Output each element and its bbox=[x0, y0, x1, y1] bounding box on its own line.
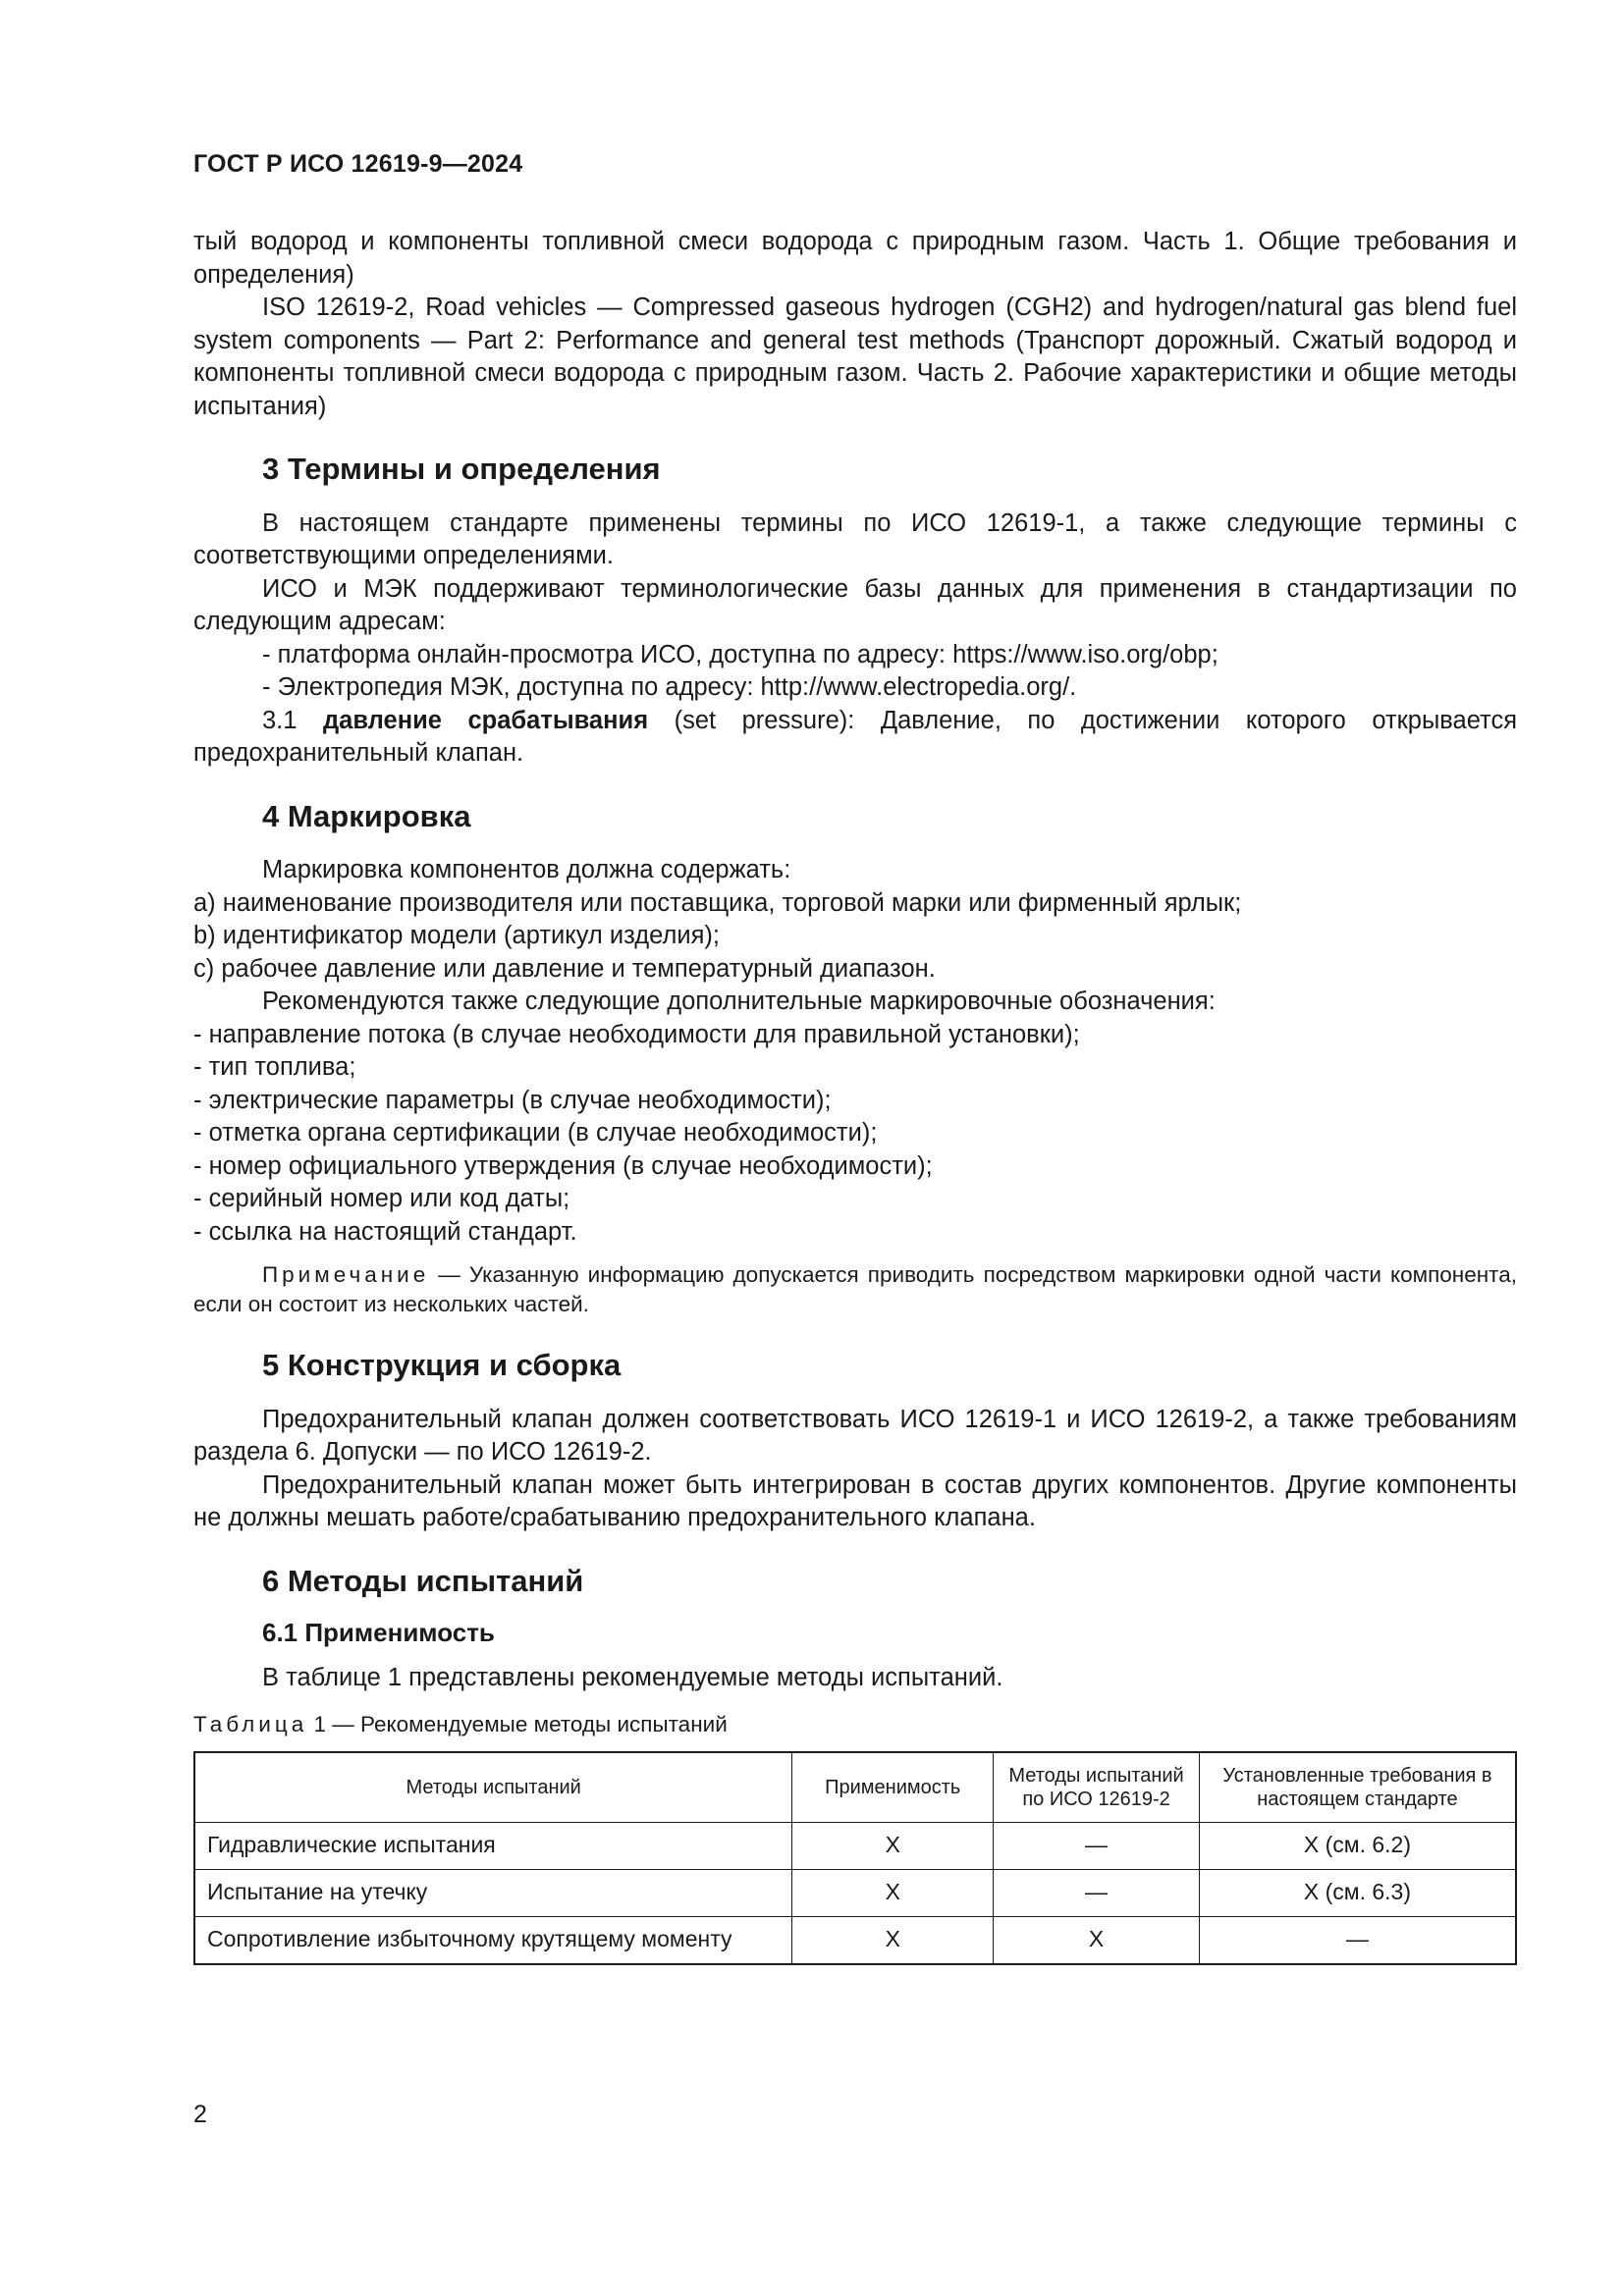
reference-iso-12619-2: ISO 12619-2, Road vehicles — Compressed gaseous hydrogen (CGH2) and hydrogen/natural gas blend fuel system components — Part 2: Performance and general test methods (Транспорт дорожный. Сжатый водород и компоненты топливной смеси водорода с природным газом. Часть 2. Рабочие характеристики и общие методы испытания) bbox=[193, 294, 1517, 420]
column-header-applicability: Применимость bbox=[792, 1752, 994, 1823]
table-cell: Испытание на утечку bbox=[194, 1869, 792, 1916]
section-4-heading: 4 Маркировка bbox=[262, 798, 471, 833]
table-cell: X (см. 6.3) bbox=[1199, 1869, 1516, 1916]
term-definition-text: (set pressure): Давление, по достижении которого открывается предохранительный клапан. bbox=[193, 706, 1518, 767]
table-caption bbox=[193, 1708, 1517, 1741]
table-cell: — bbox=[994, 1869, 1200, 1916]
table-cell: — bbox=[1199, 1916, 1516, 1964]
table-row bbox=[194, 1916, 1516, 1964]
reference-continuation: тый водород и компоненты топливной смеси водорода с природным газом. Часть 1. Общие требования и определения) bbox=[193, 228, 1517, 289]
section-6-paragraph-1: В таблице 1 представлены рекомендуемые методы испытаний. bbox=[262, 1663, 1003, 1691]
list-item: - Электропедия МЭК, доступна по адресу: http://www.electropedia.org/. bbox=[262, 673, 1077, 701]
table-row bbox=[194, 1822, 1516, 1869]
section-5-paragraph-2: Предохранительный клапан может быть интегрирован в состав других компонентов. Другие компоненты не должны мешать работе/срабатыванию предохранительного клапана. bbox=[193, 1470, 1517, 1531]
table-row bbox=[194, 1869, 1516, 1916]
list-item: - направление потока (в случае необходимости для правильной установки); bbox=[193, 1020, 1080, 1048]
list-item: - электрические параметры (в случае необходимости); bbox=[193, 1086, 832, 1114]
page-number: 2 bbox=[193, 2101, 207, 2128]
table-caption-text: 1 — Рекомендуемые методы испытаний bbox=[307, 1712, 728, 1736]
column-header-requirements: Установленные требования в настоящем стандарте bbox=[1199, 1752, 1516, 1823]
list-item: - отметка органа сертификации (в случае необходимости); bbox=[193, 1119, 878, 1147]
term-number: 3.1 bbox=[262, 706, 298, 734]
list-item: - номер официального утверждения (в случае необходимости); bbox=[193, 1151, 933, 1180]
section-4-recommended-intro: Рекомендуются также следующие дополнительные маркировочные обозначения: bbox=[262, 988, 1216, 1015]
test-methods-table bbox=[193, 1751, 1517, 1965]
list-item: - платформа онлайн-просмотра ИСО, доступна по адресу: https://www.iso.org/obp; bbox=[262, 640, 1218, 668]
table-cell: X (см. 6.2) bbox=[1199, 1822, 1516, 1869]
term-name: давление срабатывания bbox=[322, 706, 649, 734]
table-caption-label: Таблица bbox=[193, 1712, 308, 1736]
table-cell: X bbox=[792, 1822, 994, 1869]
note-text: — Указанную информацию допускается приводить посредством маркировки одной части компонента, если он состоит из нескольких частей. bbox=[193, 1262, 1517, 1316]
document-code: ГОСТ Р ИСО 12619-9—2024 bbox=[193, 150, 523, 178]
table-cell: X bbox=[792, 1869, 994, 1916]
list-item: b) идентификатор модели (артикул изделия); bbox=[193, 922, 720, 949]
table-cell: X bbox=[792, 1916, 994, 1964]
table-header-row bbox=[194, 1752, 1516, 1823]
column-header-iso-methods: Методы испытаний по ИСО 12619-2 bbox=[994, 1752, 1200, 1823]
list-item: - ссылка на настоящий стандарт. bbox=[193, 1217, 577, 1246]
section-3-paragraph-1: В настоящем стандарте применены термины по ИСО 12619-1, а также следующие термины с соответствующими определениями. bbox=[193, 508, 1517, 569]
list-item: - серийный номер или код даты; bbox=[193, 1185, 570, 1212]
list-item: - тип топлива; bbox=[193, 1053, 356, 1081]
section-5-heading: 5 Конструкция и сборка bbox=[262, 1348, 622, 1382]
section-6-1-heading: 6.1 Применимость bbox=[262, 1618, 495, 1647]
list-item: a) наименование производителя или поставщика, торговой марки или фирменный ярлык; bbox=[193, 888, 1242, 917]
list-item: c) рабочее давление или давление и температурный диапазон. bbox=[193, 954, 936, 983]
document-body bbox=[193, 226, 1517, 1965]
section-4-note bbox=[193, 1260, 1517, 1319]
section-3-paragraph-2: ИСО и МЭК поддерживают терминологические базы данных для применения в стандартизации по следующим адресам: bbox=[193, 574, 1517, 635]
section-6-heading: 6 Методы испытаний bbox=[262, 1563, 584, 1598]
term-definition bbox=[193, 705, 1517, 771]
table-cell: Гидравлические испытания bbox=[194, 1822, 792, 1869]
table-cell: X bbox=[994, 1916, 1200, 1964]
note-label: Примечание bbox=[262, 1262, 430, 1287]
section-4-intro: Маркировка компонентов должна содержать: bbox=[262, 856, 791, 883]
table-cell: Сопротивление избыточному крутящему моменту bbox=[194, 1916, 792, 1964]
column-header-methods: Методы испытаний bbox=[194, 1752, 792, 1823]
table-cell: — bbox=[994, 1822, 1200, 1869]
section-3-heading: 3 Термины и определения bbox=[262, 452, 661, 486]
section-5-paragraph-1: Предохранительный клапан должен соответствовать ИСО 12619-1 и ИСО 12619-2, а также требованиям раздела 6. Допуски — по ИСО 12619-2. bbox=[193, 1405, 1517, 1466]
